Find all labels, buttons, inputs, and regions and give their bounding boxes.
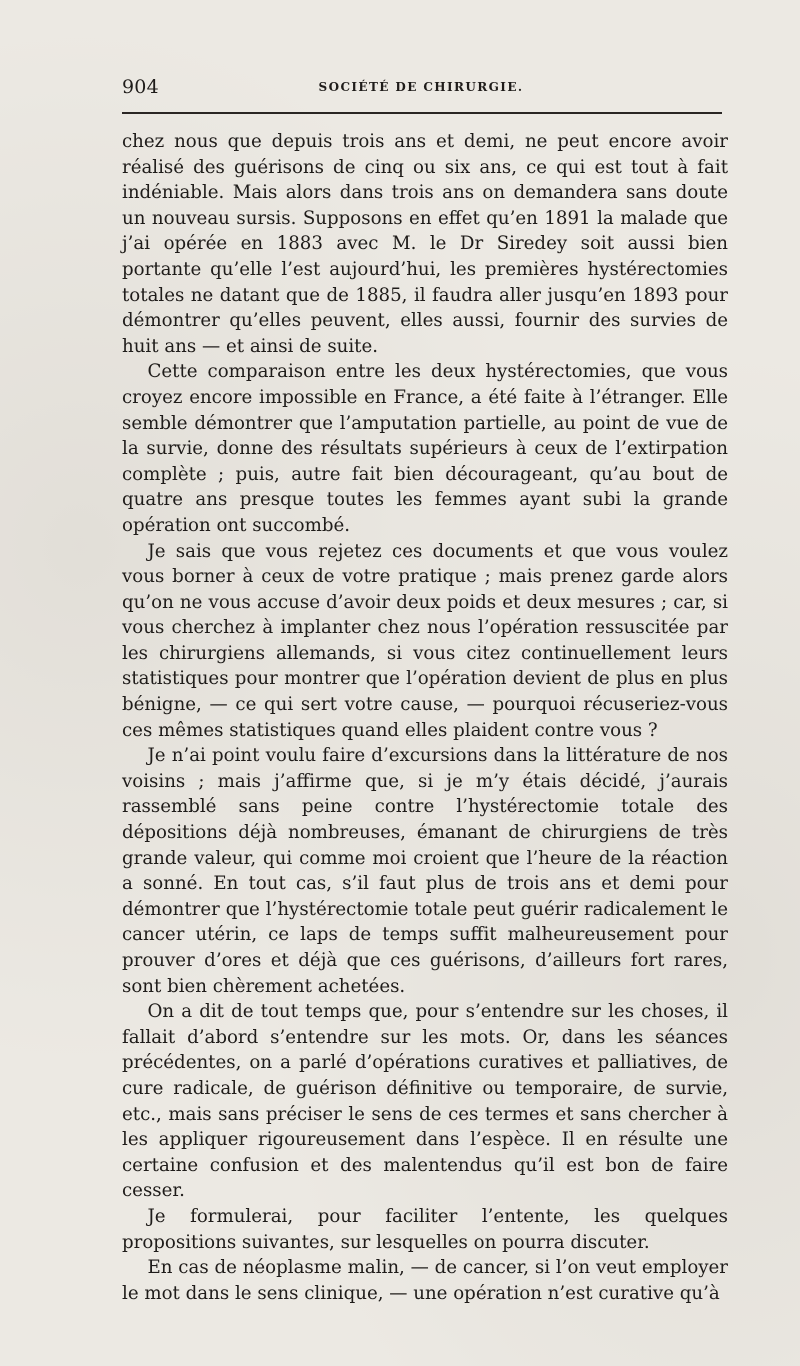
running-head: SOCIÉTÉ DE CHIRURGIE. — [318, 80, 524, 94]
paragraph: On a dit de tout temps que, pour s’entendre sur les choses, il fallait d’abord s’entendre sur les mots. Or, dans les séances précédentes, on a parlé d’opérations curatives et palliatives, de cure radicale, de guérison définitive ou temporaire, de survie, etc., mais sans préciser le sens de ces termes et sans chercher à les appliquer rigoureusement dans l’espèce. Il en résulte une certaine confusion et des malentendus qu’il est bon de faire cesser. — [122, 1001, 728, 1202]
page-number: 904 — [122, 76, 159, 98]
paragraph-continued: chez nous que depuis trois ans et demi, ne peut encore avoir réalisé des guérisons de cinq ou six ans, ce qui est tout à fait indéniable. Mais alors dans trois ans on demandera sans doute un nouveau sursis. Supposons en effet qu’en 1891 la malade que j’ai opérée en 1883 avec M. le Dr Siredey soit aussi bien portante qu’elle l’est aujourd’hui, les premières hystérectomies totales ne datant que de 1885, il faudra aller jusqu’en 1893 pour démontrer qu’elles peuvent, elles aussi, fournir des survies de huit ans — et ainsi de suite. — [122, 131, 728, 357]
paragraph: Je formulerai, pour faciliter l’entente, les quelques propositions suivantes, sur lesquelles on pourra discuter. — [122, 1205, 728, 1253]
paragraph: Je n’ai point voulu faire d’excursions dans la littérature de nos voisins ; mais j’affirme que, si je m’y étais décidé, j’aurais rassemblé sans peine contre l’hystérectomie totale des dépositions déjà nombreuses, émanant de chirurgiens de très grande valeur, qui comme moi croient que l’heure de la réaction a sonné. En tout cas, s’il faut plus de trois ans et demi pour démontrer que l’hystérectomie totale peut guérir radicalement le cancer utérin, ce laps de temps suffit malheureusement pour prouver d’ores et déjà que ces guérisons, d’ailleurs fort rares, sont bien chèrement achetées. — [122, 745, 728, 997]
paragraph: Je sais que vous rejetez ces documents et que vous voulez vous borner à ceux de votre pratique ; mais prenez garde alors qu’on ne vous accuse d’avoir deux poids et deux mesures ; car, si vous cherchez à implanter chez nous l’opération ressuscitée par les chirurgiens allemands, si vous citez continuellement leurs statistiques pour montrer que l’opération devient de plus en plus bénigne, — ce qui sert votre cause, — pourquoi récuseriez-vous ces mêmes statistiques quand elles plaident contre vous ? — [122, 540, 728, 741]
paragraph: Cette comparaison entre les deux hystérectomies, que vous croyez encore impossible en France, a été faite à l’étranger. Elle semble démontrer que l’amputation partielle, au point de vue de la survie, donne des résultats supérieurs à ceux de l’extirpation complète ; puis, autre fait bien décourageant, qu’au bout de quatre ans presque toutes les femmes ayant subi la grande opération ont succombé. — [122, 361, 728, 536]
header-rule — [122, 112, 722, 114]
paragraph: En cas de néoplasme malin, — de cancer, si l’on veut employer le mot dans le sens clinique, — une opération n’est curative qu’à — [122, 1257, 728, 1304]
body-text — [122, 129, 728, 1306]
page-header — [122, 76, 720, 106]
